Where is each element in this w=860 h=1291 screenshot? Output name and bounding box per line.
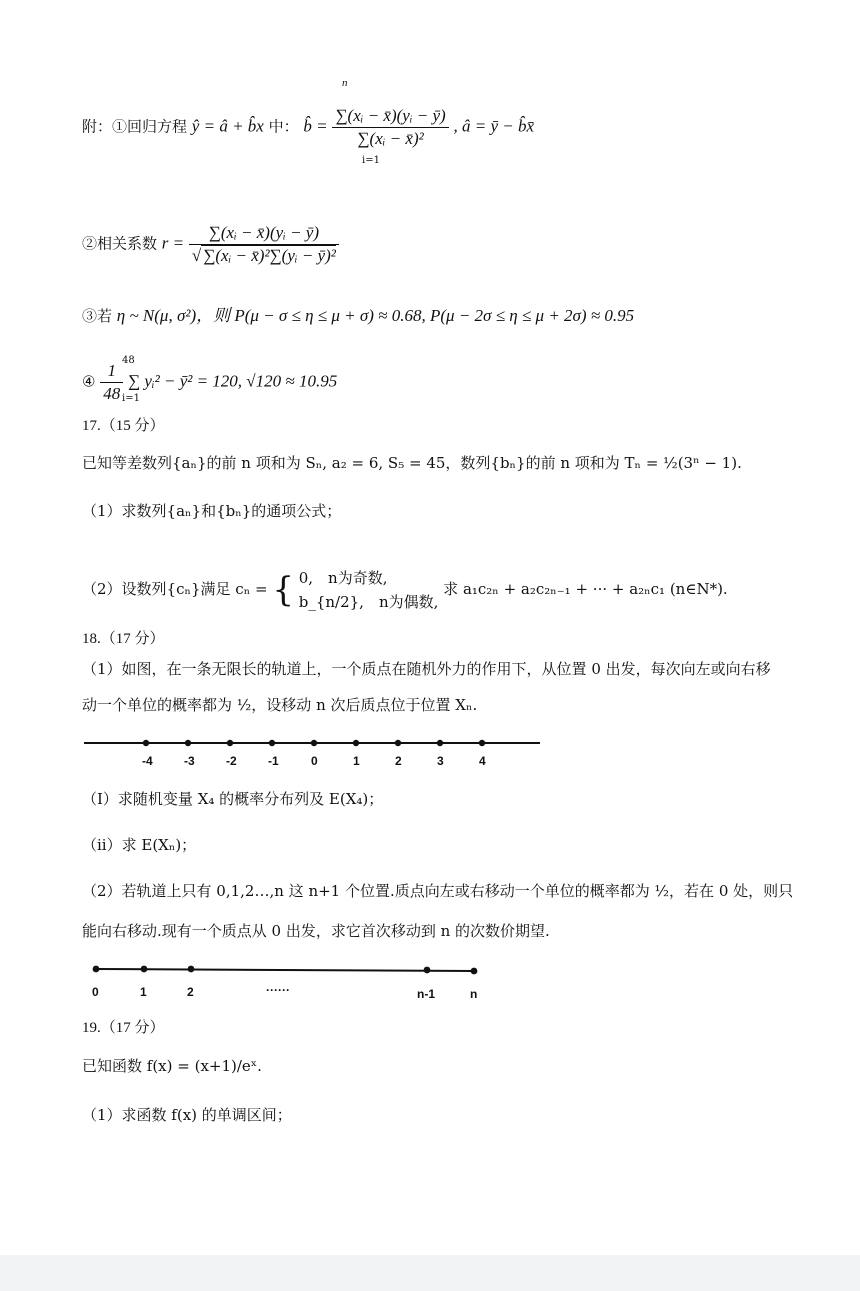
q19-stem: 已知函数 f(x) = (x+1)/eˣ. [82, 1057, 262, 1075]
axis2-point [471, 968, 478, 975]
q18-header: 18.（17 分） [82, 631, 165, 647]
axis2-label: n [470, 987, 478, 1001]
axis1-label: -4 [142, 754, 153, 768]
correlation-numerator: ∑(xᵢ − x̄)(yᵢ − ȳ) [189, 222, 339, 245]
q19-header: 19.（17 分） [82, 1020, 165, 1036]
axis2-point [141, 966, 148, 973]
b-sum-bottom: i=1 [362, 155, 380, 166]
regression-equation: ŷ = â + b̂x [191, 116, 264, 136]
axis1-point [143, 740, 149, 746]
b-hat-fraction [332, 105, 448, 150]
piecewise-case1: 0, n为奇数, [298, 569, 388, 587]
axis2-label: 1 [140, 985, 147, 999]
q17-part2-prefix: （2）设数列{cₙ}满足 cₙ = [82, 580, 268, 598]
item4-sum-top: 48 [122, 355, 135, 366]
axis1-label: 1 [353, 754, 360, 768]
axis2-label: n-1 [417, 987, 435, 1001]
axis2-point [93, 966, 100, 973]
appendix-normal [82, 305, 634, 327]
axis1-point [185, 740, 191, 746]
item4-text: ∑ yᵢ² − ȳ² = 120, √120 ≈ 10.95 [128, 371, 338, 391]
axis1-label: 2 [395, 754, 402, 768]
correlation-label: ②相关系数 [82, 234, 158, 253]
axis2-label: ······ [266, 983, 290, 997]
normal-text: η ~ N(μ, σ²)，则 P(μ − σ ≤ η ≤ μ + σ) ≈ 0.68, P(μ − 2σ ≤ η ≤ μ + 2σ) ≈ 0.95 [116, 306, 635, 325]
correlation-r: r = [161, 233, 185, 253]
axis2-point [188, 966, 195, 973]
axis1-label: -1 [268, 754, 279, 768]
appendix-label: 附：①回归方程 [82, 117, 188, 136]
a-hat-formula: , â = ȳ − b̂x̄ [453, 116, 535, 136]
axis2-point [424, 967, 431, 974]
item4-num: 1 [100, 360, 123, 383]
b-hat-denominator: ∑(xᵢ − x̄)² [357, 129, 424, 148]
appendix-item4 [82, 360, 337, 405]
page-footer-band [0, 1255, 860, 1291]
axis1-point [479, 740, 485, 746]
b-hat-label: b̂ = [303, 116, 328, 136]
axis2-label: 0 [92, 985, 99, 999]
correlation-denominator: ∑(xᵢ − x̄)²∑(yᵢ − ȳ)² [203, 246, 336, 265]
axis1-point [269, 740, 275, 746]
axis1-label: -2 [226, 754, 237, 768]
axis1-point [227, 740, 233, 746]
appendix-regression [82, 105, 534, 150]
q18-sub-i: （I）求随机变量 X₄ 的概率分布列及 E(X₄)； [82, 790, 384, 808]
axis1-point [437, 740, 443, 746]
correlation-fraction [189, 222, 339, 267]
piecewise-case2: b_{n/2}, n为偶数, [298, 593, 439, 611]
regression-mid: 中： [268, 117, 299, 136]
axis1-label: -3 [184, 754, 195, 768]
b-hat-numerator: ∑(xᵢ − x̄)(yᵢ − ȳ) [332, 105, 448, 128]
q17-header: 17.（15 分） [82, 418, 165, 434]
q18-part2-line2: 能向右移动.现有一个质点从 0 出发，求它首次移动到 n 的次数价期望. [82, 922, 550, 940]
item4-fraction [100, 360, 123, 405]
axis1-label: 0 [311, 754, 318, 768]
q17-part2 [82, 566, 728, 614]
axis1-label: 4 [479, 754, 486, 768]
q18-part1-line1: （1）如图，在一条无限长的轨道上，一个质点在随机外力的作用下，从位置 0 出发，每次向左或向右移 [82, 660, 771, 678]
piecewise-cases [299, 566, 439, 614]
axis1-point [395, 740, 401, 746]
correlation-denominator-wrap: √ ∑(xᵢ − x̄)²∑(yᵢ − ȳ)² [191, 246, 336, 265]
axis1-point [311, 740, 317, 746]
q19-part1: （1）求函数 f(x) 的单调区间； [82, 1106, 292, 1124]
number-line-infinite [80, 730, 550, 770]
number-line-finite [80, 958, 500, 1003]
axis1-label: 3 [437, 754, 444, 768]
q18-sub-ii: （ii）求 E(Xₙ)； [82, 836, 197, 854]
normal-label: ③若 [82, 307, 113, 325]
item4-den: 48 [103, 384, 121, 403]
q17-part2-suffix: 求 a₁c₂ₙ + a₂c₂ₙ₋₁ + ··· + a₂ₙc₁ (n∈N*). [443, 580, 728, 598]
appendix-correlation [82, 222, 339, 267]
q18-part2-line1: （2）若轨道上只有 0,1,2…,n 这 n+1 个位置.质点向左或右移动一个单位的概率都为 ½，若在 0 处，则只 [82, 882, 794, 900]
document-page: n 附：①回归方程 ŷ = â + b̂x 中： b̂ = $\frac{\text{∑(xᵢ − x̄)(yᵢ − ȳ)}}{\text{∑(xᵢ − x̄)²}}$ , â = ȳ − b̂x̄ ②相关系数 r = $\frac{\text{∑(xᵢ − x̄)(yᵢ − ȳ)}}{\text{√ ∑(xᵢ − x̄)²∑(yᵢ − ȳ)²}}$ ③若 η ~ N(μ, σ²)，则 P(μ − σ ≤ η ≤ μ + σ) ≈ 0.68, P(μ − 2σ ≤ η ≤ μ + 2σ) ≈ 0.95 ④ $\frac{1}{48}$ ∑ yᵢ² − ȳ² = 120, √120 ≈ 10.95 48 i=1 i=1 17.（15 分） 已知等差数列{aₙ}的前 n 项和为 Sₙ, a₂ = 6, S₅ = 45，数列{bₙ}的前 n 项和为 Tₙ = ½(3ⁿ − 1). （1）求数列{aₙ}和{bₙ}的通项公式； （2）设数列{cₙ}满足 cₙ = { 0, n为奇数, b_{n/2}, n为偶数, 求 a₁c₂ₙ + a₂c₂ₙ₋₁ + ··· + a₂ₙc₁ (n∈N*). 18.（17 分） （1）如图，在一条无限长的轨道上，一个质点在随机外力的作用下，从位置 0 出发，每次向左或向右移 动一个单位的概率都为 ½，设移动 n 次后质点位于位置 Xₙ. -4 -3 -2 -1 0 1 2 3 4 （I）求随机变量 X₄ 的概率分布列及 E(X₄)； （ii）求 E(Xₙ)； （2）若轨道上只有 0,1,2…,n 这 n+1 个位置.质点向左或右移动一个单位的概率都为 ½，若在 0 处，则只 能向右移动.现有一个质点从 0 出发，求它首次移动到 n 的次数价期望. 0 1 2 ······ n-1 n 19.（17 分） 已知函数 f(x) = (x+1)/eˣ. （1）求函数 f(x) 的单调区间； [0, 0, 860, 1255]
piecewise-brace: { [272, 570, 294, 610]
q17-part1: （1）求数列{aₙ}和{bₙ}的通项公式； [82, 502, 342, 520]
q17-stem: 已知等差数列{aₙ}的前 n 项和为 Sₙ, a₂ = 6, S₅ = 45，数列{bₙ}的前 n 项和为 Tₙ = ½(3ⁿ − 1). [82, 454, 742, 472]
axis2-label: 2 [187, 985, 194, 999]
item4-label: ④ [82, 372, 96, 391]
item4-sum-bottom: i=1 [122, 393, 140, 404]
q18-part1-line2: 动一个单位的概率都为 ½，设移动 n 次后质点位于位置 Xₙ. [82, 696, 478, 714]
axis1-point [353, 740, 359, 746]
